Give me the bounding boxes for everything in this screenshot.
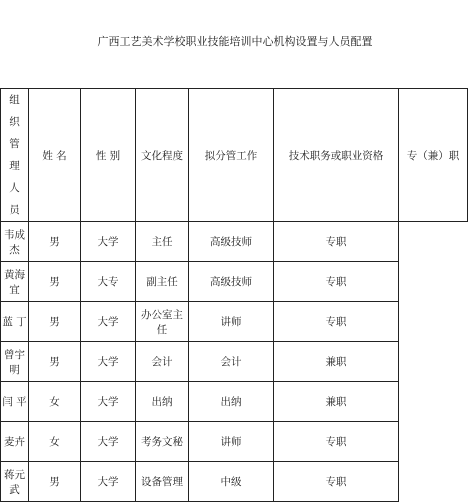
cell-employment-type: 专职 [274, 422, 399, 462]
cell-gender: 男 [29, 342, 81, 382]
cell-gender: 女 [29, 382, 81, 422]
group-label-char: 员 [9, 204, 20, 216]
cell-duty: 副主任 [136, 262, 189, 302]
cell-name: 蓝 丁 [1, 302, 29, 342]
cell-gender: 男 [29, 222, 81, 262]
cell-duty: 办公室主任 [136, 302, 189, 342]
header-duty: 拟分管工作 [189, 89, 274, 222]
group-label-char: 织 [9, 116, 20, 128]
header-qualification: 技术职务或职业资格 [274, 89, 399, 222]
header-education: 文化程度 [136, 89, 189, 222]
cell-employment-type: 专职 [274, 262, 399, 302]
cell-name: 麦卉 [1, 422, 29, 462]
cell-name: 蒋元武 [1, 462, 29, 502]
cell-education: 大专 [81, 262, 136, 302]
header-employment-type: 专（兼）职 [399, 89, 468, 222]
cell-education: 大学 [81, 342, 136, 382]
table-row [1, 302, 468, 342]
cell-gender: 男 [29, 462, 81, 502]
group-label-char: 管 [9, 138, 20, 150]
cell-gender: 男 [29, 302, 81, 342]
cell-employment-type: 兼职 [274, 382, 399, 422]
cell-name: 闫 平 [1, 382, 29, 422]
cell-name: 黄海宜 [1, 262, 29, 302]
cell-duty: 设备管理 [136, 462, 189, 502]
group-label-char: 组 [9, 94, 20, 106]
cell-qualification: 讲师 [189, 302, 274, 342]
table-row [1, 342, 468, 382]
cell-employment-type: 专职 [274, 302, 399, 342]
cell-duty: 主任 [136, 222, 189, 262]
cell-employment-type: 专职 [274, 462, 399, 502]
cell-name: 曾宇明 [1, 342, 29, 382]
cell-employment-type: 兼职 [274, 342, 399, 382]
cell-duty: 考务文秘 [136, 422, 189, 462]
group-label-cell [1, 89, 29, 222]
cell-duty: 出纳 [136, 382, 189, 422]
cell-qualification: 讲师 [189, 422, 274, 462]
header-gender: 性 别 [81, 89, 136, 222]
group-label-char: 理 [9, 160, 20, 172]
cell-duty: 会计 [136, 342, 189, 382]
header-name: 姓 名 [29, 89, 81, 222]
table-header-row [1, 89, 468, 222]
cell-qualification: 中级 [189, 462, 274, 502]
cell-education: 大学 [81, 382, 136, 422]
cell-employment-type: 专职 [274, 222, 399, 262]
cell-qualification: 会计 [189, 342, 274, 382]
cell-education: 大学 [81, 462, 136, 502]
document-title: 广西工艺美术学校职业技能培训中心机构设置与人员配置 [97, 35, 373, 48]
cell-education: 大学 [81, 302, 136, 342]
cell-education: 大学 [81, 222, 136, 262]
table-row [1, 262, 468, 302]
table-row [1, 462, 468, 502]
cell-qualification: 高级技师 [189, 262, 274, 302]
cell-name: 韦成杰 [1, 222, 29, 262]
group-label-char: 人 [9, 182, 20, 194]
cell-qualification: 高级技师 [189, 222, 274, 262]
table-row [1, 382, 468, 422]
cell-qualification: 出纳 [189, 382, 274, 422]
staff-table [0, 88, 468, 502]
cell-education: 大学 [81, 422, 136, 462]
cell-gender: 女 [29, 422, 81, 462]
table-row [1, 222, 468, 262]
cell-gender: 男 [29, 262, 81, 302]
